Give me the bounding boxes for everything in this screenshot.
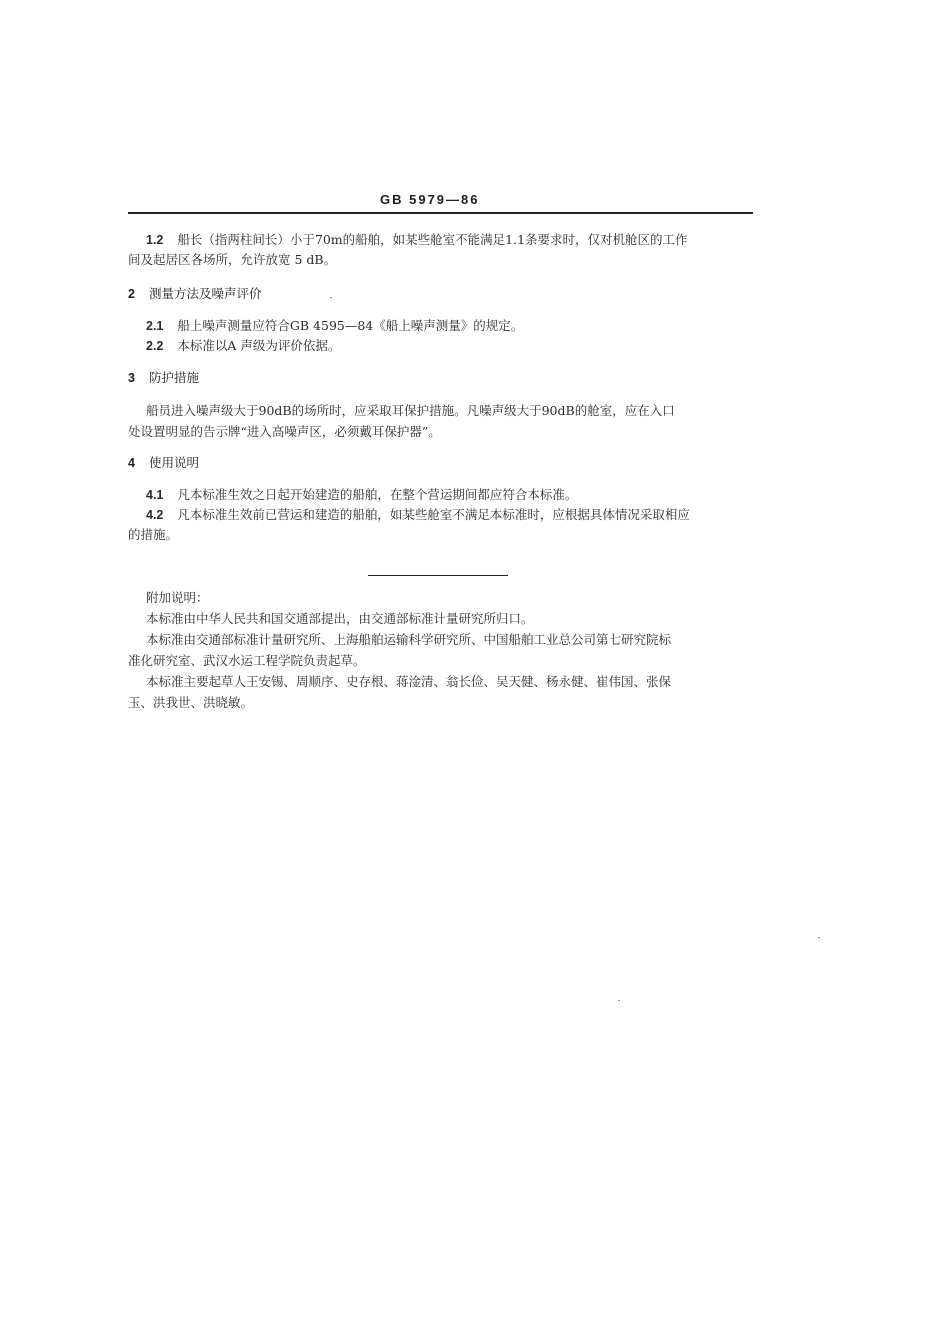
clause-4-1 <box>146 487 577 503</box>
clause-1-2-line2: 间及起居区各场所，允许放宽 5 dB。 <box>128 252 337 267</box>
header-rule <box>128 212 753 214</box>
clause-4-2-line2: 的措施。 <box>128 527 179 542</box>
scan-speck <box>618 1000 620 1001</box>
section-number: 4 <box>128 456 135 470</box>
section-title: 使用说明 <box>148 455 199 470</box>
appendix-para-2-line1: 本标准由交通部标准计量研究所、上海船舶运输科学研究所、中国船舶工业总公司第七研究院标 <box>146 632 672 647</box>
clause-text: 本标准以A 声级为评价依据。 <box>177 338 341 353</box>
appendix-para-3-line2: 玉、洪我世、洪晓敏。 <box>128 695 254 710</box>
section-3-heading <box>128 370 199 386</box>
clause-2-2 <box>146 338 340 354</box>
standard-number: GB 5979—86 <box>380 192 480 207</box>
section-3-para-line1: 船员进入噪声级大于90dB的场所时，应采取耳保护措施。凡噪声级大于90dB的舱室，应在入口 <box>146 403 675 418</box>
clause-number: 4.1 <box>146 488 164 502</box>
clause-number: 4.2 <box>146 508 164 522</box>
clause-text: 凡本标准生效之日起开始建造的船舶，在整个营运期间都应符合本标准。 <box>177 487 578 502</box>
section-number: 3 <box>128 371 135 385</box>
clause-number: 1.2 <box>146 233 164 247</box>
section-title: 防护措施 <box>148 370 199 385</box>
clause-4-2-line1 <box>146 507 690 523</box>
appendix-para-1: 本标准由中华人民共和国交通部提出，由交通部标准计量研究所归口。 <box>146 611 534 626</box>
scan-speck <box>330 297 332 298</box>
appendix-separator <box>368 575 508 576</box>
scan-speck <box>818 937 820 938</box>
section-title: 测量方法及噪声评价 <box>148 286 262 301</box>
section-3-para-line2: 处设置明显的告示牌“进入高噪声区，必须戴耳保护器”。 <box>128 424 441 439</box>
clause-text: 凡本标准生效前已营运和建造的船舶，如某些舱室不满足本标准时，应根据具体情况采取相应 <box>177 507 690 522</box>
appendix-para-2-line2: 准化研究室、武汉水运工程学院负责起草。 <box>128 653 366 668</box>
appendix-title: 附加说明： <box>146 590 209 605</box>
clause-2-1 <box>146 318 523 334</box>
section-2-heading <box>128 286 261 302</box>
clause-text: 船长（指两柱间长）小于70m的船舶，如某些舱室不能满足1.1条要求时，仅对机舱区的工作 <box>177 232 688 247</box>
section-4-heading <box>128 455 199 471</box>
clause-number: 2.2 <box>146 339 164 353</box>
appendix-para-3-line1: 本标准主要起草人王安锡、周顺序、史存根、蒋淦清、翁长俭、吴天健、杨永健、崔伟国、张保 <box>146 674 672 689</box>
clause-1-2-line1 <box>146 232 688 248</box>
clause-number: 2.1 <box>146 319 164 333</box>
section-number: 2 <box>128 287 135 301</box>
clause-text: 船上噪声测量应符合GB 4595—84《船上噪声测量》的规定。 <box>177 318 524 333</box>
